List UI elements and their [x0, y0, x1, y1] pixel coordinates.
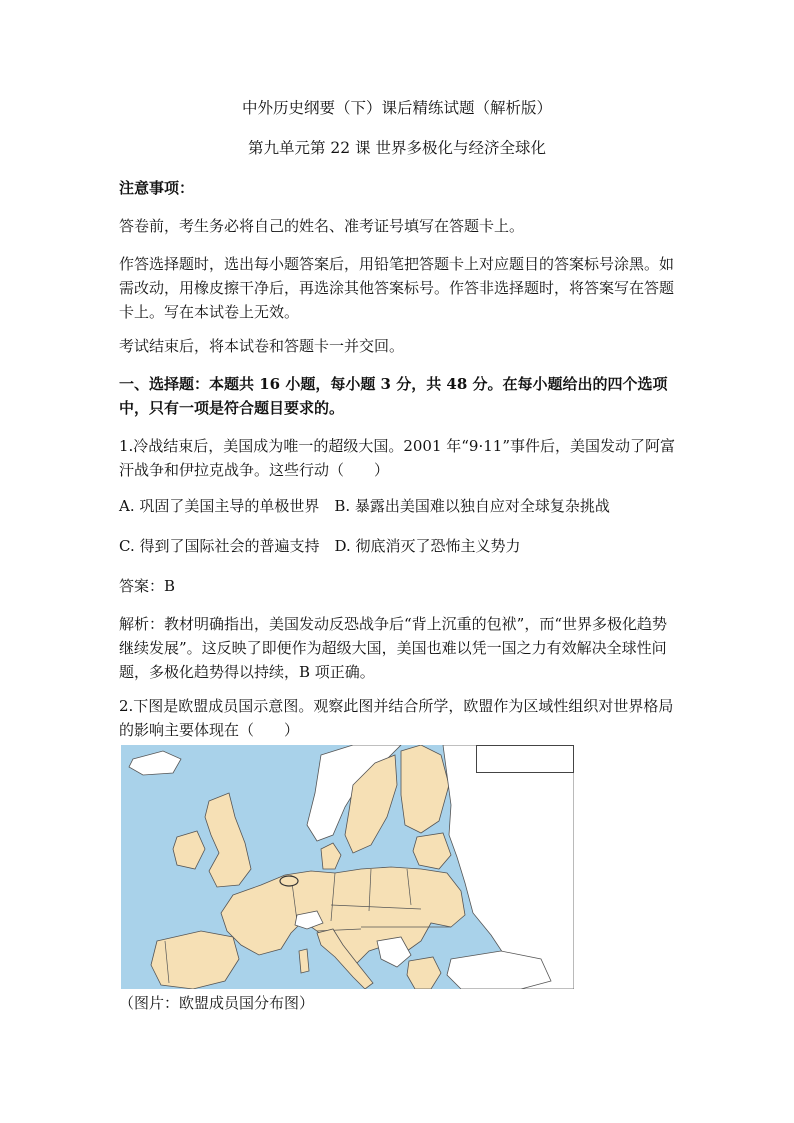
map-caption: （图片：欧盟成员国分布图）: [119, 994, 315, 1012]
notice-heading: 注意事项：: [119, 179, 195, 197]
europe-map-graphic: [121, 745, 574, 989]
lesson-subtitle: 第九单元第 22 课 世界多极化与经济全球化: [247, 139, 546, 157]
brussels-marker: [280, 876, 298, 886]
question-stem: 1.冷战结束后，美国成为唯一的超级大国。2001 年“9·11”事件后，美国发动了阿富汗战争和伊拉克战争。这些行动（ ）: [119, 437, 675, 479]
eu-member-map: [121, 745, 574, 989]
map-legend-box: [476, 745, 574, 773]
analysis-text: 解析：教材明确指出，美国发动反恐战争后“背上沉重的包袱”，而“世界多极化趋势继续发展”。这反映了即便作为超级大国，美国也难以凭一国之力有效解决全球性问题，多极化趋势得以持续，B 项正确。: [119, 615, 668, 681]
notice-item: 作答选择题时，选出每小题答案后，用铅笔把答题卡上对应题目的答案标号涂黑。如需改动，用橡皮擦干净后，再选涂其他答案标号。作答非选择题时，将答案写在答题卡上。写在本试卷上无效。: [119, 255, 675, 321]
section-heading: 一、选择题：本题共 16 小题，每小题 3 分，共 48 分。在每小题给出的四个选项中，只有一项是符合题目要求的。: [119, 375, 668, 417]
question-stem: 2.下图是欧盟成员国示意图。观察此图并结合所学，欧盟作为区域性组织对世界格局的影响主要体现在（ ）: [119, 697, 674, 739]
iberia-shape: [151, 931, 239, 989]
answer-line: 答案：B: [119, 577, 176, 595]
notice-item: 答卷前，考生务必将自己的姓名、准考证号填写在答题卡上。: [119, 217, 525, 235]
notice-item: 考试结束后，将本试卷和答题卡一并交回。: [119, 337, 405, 355]
sardinia-shape: [299, 949, 309, 973]
question-options: A. 巩固了美国主导的单极世界 B. 暴露出美国难以独自应对全球复杂挑战: [119, 497, 610, 515]
document-title: 中外历史纲要（下）课后精练试题（解析版）: [241, 99, 552, 117]
question-options: C. 得到了国际社会的普遍支持 D. 彻底消灭了恐怖主义势力: [119, 537, 521, 555]
